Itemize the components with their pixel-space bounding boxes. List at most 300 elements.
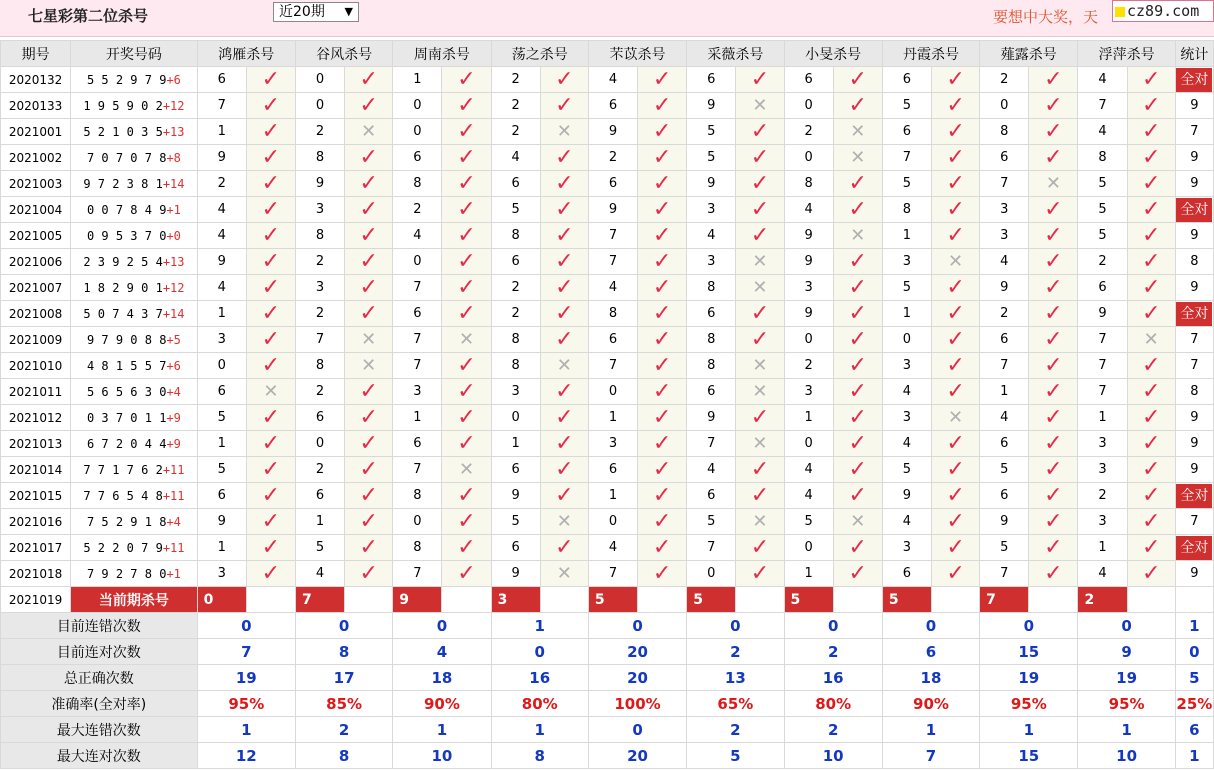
check-icon: ✓	[359, 456, 378, 482]
period-cell: 2021012	[1, 405, 71, 431]
summary-value: 5	[687, 743, 784, 769]
period-range-value: 近20期	[279, 4, 325, 20]
result-cell	[638, 431, 687, 457]
result-cell	[540, 197, 588, 223]
kill-value: 0	[491, 405, 540, 431]
check-icon: ✓	[555, 196, 574, 222]
result-cell	[345, 249, 393, 275]
draw-sum: +9	[166, 410, 181, 425]
result-cell	[833, 509, 882, 535]
result-cell	[931, 327, 979, 353]
all-correct-badge: 全对	[1176, 484, 1212, 508]
result-cell	[833, 301, 882, 327]
kill-value: 0	[295, 93, 344, 119]
top-bar	[0, 0, 1214, 37]
result-cell	[833, 483, 882, 509]
result-cell	[931, 379, 979, 405]
header-period: 期号	[1, 41, 71, 67]
result-cell	[540, 119, 588, 145]
summary-value: 20	[588, 639, 686, 665]
check-icon: ✓	[848, 534, 867, 560]
period-cell: 2021008	[1, 301, 71, 327]
draw-cell	[71, 249, 197, 275]
check-icon: ✓	[555, 404, 574, 430]
result-cell	[736, 327, 784, 353]
kill-value: 0	[687, 561, 736, 587]
kill-value: 1	[197, 301, 246, 327]
draw-digits: 1 8 2 9 0 1	[83, 280, 163, 295]
check-icon: ✓	[457, 300, 476, 326]
result-cell	[1029, 301, 1078, 327]
result-cell	[638, 561, 687, 587]
result-cell	[931, 561, 979, 587]
summary-value: 10	[784, 743, 882, 769]
summary-value: 2	[784, 717, 882, 743]
cross-icon: ✕	[752, 510, 768, 532]
summary-value: 7	[197, 639, 295, 665]
kill-value: 2	[588, 145, 637, 171]
check-icon: ✓	[555, 92, 574, 118]
result-cell	[931, 197, 979, 223]
summary-stat: 25%	[1175, 691, 1213, 717]
summary-row	[1, 717, 1214, 743]
table-header-row	[1, 41, 1214, 67]
kill-value: 3	[197, 327, 246, 353]
kill-value: 9	[197, 249, 246, 275]
result-cell	[1029, 145, 1078, 171]
summary-value: 100%	[588, 691, 686, 717]
draw-sum: +12	[162, 280, 185, 295]
kill-value: 3	[393, 379, 442, 405]
kill-value: 6	[491, 171, 540, 197]
summary-row	[1, 613, 1214, 639]
kill-value: 4	[197, 275, 246, 301]
cross-icon: ✕	[752, 432, 768, 454]
check-icon: ✓	[652, 378, 672, 404]
kill-value: 3	[295, 275, 344, 301]
result-cell	[345, 327, 393, 353]
result-cell	[638, 405, 687, 431]
result-cell	[345, 93, 393, 119]
stat-cell	[1175, 223, 1213, 249]
draw-cell	[71, 509, 197, 535]
result-cell	[833, 93, 882, 119]
summary-value: 0	[882, 613, 979, 639]
check-icon: ✓	[457, 274, 476, 300]
kill-value: 0	[295, 431, 344, 457]
summary-value: 2	[295, 717, 392, 743]
result-cell	[1127, 301, 1175, 327]
check-icon: ✓	[946, 92, 965, 118]
kill-value: 7	[393, 561, 442, 587]
kill-value: 5	[882, 93, 931, 119]
result-cell	[1029, 223, 1078, 249]
check-icon: ✓	[750, 534, 770, 560]
kill-value: 0	[882, 327, 931, 353]
check-icon: ✓	[848, 92, 867, 118]
kill-value: 3	[687, 197, 736, 223]
check-icon: ✓	[359, 170, 378, 196]
summary-value: 20	[588, 665, 686, 691]
kill-value: 6	[393, 301, 442, 327]
result-cell	[931, 301, 979, 327]
result-cell	[1029, 405, 1078, 431]
kill-value: 5	[980, 457, 1029, 483]
kill-value: 4	[197, 223, 246, 249]
kill-value: 7	[393, 275, 442, 301]
check-icon: ✓	[1044, 196, 1063, 222]
kill-value: 9	[980, 509, 1029, 535]
kill-value: 6	[295, 483, 344, 509]
summary-value: 1	[197, 717, 295, 743]
kill-value: 8	[491, 353, 540, 379]
draw-sum: +14	[162, 176, 185, 191]
current-kill-label: 当前期杀号	[71, 587, 197, 613]
cross-icon: ✕	[850, 146, 866, 168]
result-cell	[638, 379, 687, 405]
summary-value: 80%	[491, 691, 588, 717]
current-kill-value: 5	[687, 587, 736, 613]
check-icon: ✓	[555, 378, 574, 404]
stat-count: 8	[1190, 254, 1199, 269]
check-icon: ✓	[652, 222, 672, 248]
kill-value: 3	[588, 431, 637, 457]
result-cell	[638, 145, 687, 171]
check-icon: ✓	[652, 534, 672, 560]
kill-value: 3	[1078, 431, 1127, 457]
kill-value: 7	[980, 561, 1029, 587]
check-icon: ✓	[261, 300, 281, 326]
check-icon: ✓	[457, 352, 476, 378]
period-cell: 2021009	[1, 327, 71, 353]
summary-value: 80%	[784, 691, 882, 717]
check-icon: ✓	[1141, 274, 1161, 300]
result-cell	[345, 171, 393, 197]
result-cell	[833, 561, 882, 587]
cross-icon: ✕	[458, 328, 475, 350]
check-icon: ✓	[1141, 430, 1161, 456]
kill-value: 3	[197, 561, 246, 587]
draw-digits: 1 9 5 9 0 2	[83, 98, 163, 113]
result-cell	[638, 275, 687, 301]
check-icon: ✓	[359, 66, 378, 92]
cross-icon: ✕	[752, 276, 768, 298]
check-icon: ✓	[1044, 378, 1063, 404]
result-cell	[345, 119, 393, 145]
draw-cell	[71, 93, 197, 119]
result-cell	[246, 509, 295, 535]
kill-value: 7	[1078, 327, 1127, 353]
check-icon: ✓	[555, 144, 574, 170]
kill-value: 2	[393, 197, 442, 223]
result-cell	[736, 301, 784, 327]
result-cell	[540, 509, 588, 535]
draw-sum: +5	[166, 332, 181, 347]
cross-icon: ✕	[850, 510, 866, 532]
draw-cell	[71, 405, 197, 431]
current-kill-value: 2	[1078, 587, 1127, 613]
result-cell	[246, 223, 295, 249]
table-row	[1, 145, 1214, 171]
stat-cell	[1175, 67, 1213, 93]
result-cell	[1127, 93, 1175, 119]
header-killer: 采薇杀号	[687, 41, 784, 67]
check-icon: ✓	[946, 482, 965, 508]
kill-value: 3	[882, 535, 931, 561]
kill-value: 9	[687, 171, 736, 197]
result-cell	[345, 197, 393, 223]
result-cell	[931, 249, 979, 275]
summary-value: 2	[687, 717, 784, 743]
result-cell	[1127, 171, 1175, 197]
current-empty-cell	[638, 587, 687, 613]
result-cell	[736, 405, 784, 431]
kill-value: 6	[588, 457, 637, 483]
table-row	[1, 353, 1214, 379]
kill-value: 6	[491, 535, 540, 561]
kill-value: 3	[295, 197, 344, 223]
header-killer: 周南杀号	[393, 41, 491, 67]
kill-value: 7	[980, 171, 1029, 197]
result-cell	[1029, 327, 1078, 353]
stat-count: 7	[1190, 332, 1199, 347]
check-icon: ✓	[359, 274, 378, 300]
check-icon: ✓	[261, 170, 281, 196]
check-icon: ✓	[848, 404, 867, 430]
check-icon: ✓	[1044, 482, 1063, 508]
result-cell	[931, 223, 979, 249]
summary-stat: 0	[1175, 639, 1213, 665]
check-icon: ✓	[1141, 482, 1161, 508]
draw-digits: 5 0 7 4 3 7	[83, 306, 163, 321]
check-icon: ✓	[652, 404, 672, 430]
kill-value: 2	[295, 249, 344, 275]
current-kill-value: 0	[197, 587, 246, 613]
period-cell: 2021006	[1, 249, 71, 275]
kill-value: 2	[784, 353, 833, 379]
result-cell	[1029, 535, 1078, 561]
kill-value: 4	[784, 197, 833, 223]
kill-value: 2	[491, 275, 540, 301]
summary-value: 95%	[197, 691, 295, 717]
result-cell	[1029, 509, 1078, 535]
result-cell	[1029, 249, 1078, 275]
summary-value: 10	[1078, 743, 1175, 769]
stat-cell	[1175, 353, 1213, 379]
site-brand-link[interactable]	[1112, 0, 1214, 22]
draw-cell	[71, 197, 197, 223]
result-cell	[540, 145, 588, 171]
check-icon: ✓	[946, 352, 965, 378]
draw-sum: +6	[166, 358, 181, 373]
result-cell	[540, 93, 588, 119]
header-killer: 荡之杀号	[491, 41, 588, 67]
draw-sum: +11	[162, 488, 185, 503]
kill-value: 4	[687, 223, 736, 249]
check-icon: ✓	[750, 300, 770, 326]
check-icon: ✓	[1044, 300, 1063, 326]
kill-value: 9	[980, 275, 1029, 301]
check-icon: ✓	[848, 560, 867, 586]
summary-value: 17	[295, 665, 392, 691]
kill-value: 8	[491, 223, 540, 249]
draw-digits: 7 7 1 7 6 2	[83, 462, 163, 477]
kill-value: 6	[393, 431, 442, 457]
check-icon: ✓	[555, 430, 574, 456]
summary-label: 最大连错次数	[1, 717, 198, 743]
result-cell	[638, 197, 687, 223]
promo-text[interactable]: 要想中大奖，天	[993, 8, 1099, 26]
result-cell	[931, 119, 979, 145]
kill-value: 6	[588, 327, 637, 353]
summary-stat: 6	[1175, 717, 1213, 743]
kill-value: 8	[393, 171, 442, 197]
kill-value: 6	[491, 457, 540, 483]
check-icon: ✓	[457, 534, 476, 560]
check-icon: ✓	[359, 482, 378, 508]
draw-cell	[71, 301, 197, 327]
check-icon: ✓	[1044, 144, 1063, 170]
kill-value: 3	[784, 275, 833, 301]
kill-value: 2	[491, 119, 540, 145]
summary-value: 20	[588, 743, 686, 769]
result-cell	[1127, 249, 1175, 275]
check-icon: ✓	[946, 118, 965, 144]
kill-value: 1	[197, 431, 246, 457]
current-period-row	[1, 587, 1214, 613]
table-row	[1, 405, 1214, 431]
result-cell	[442, 561, 491, 587]
draw-digits: 5 6 5 6 3 0	[86, 384, 167, 399]
result-cell	[931, 93, 979, 119]
summary-value: 18	[882, 665, 979, 691]
result-cell	[736, 457, 784, 483]
kill-value: 4	[1078, 561, 1127, 587]
kill-value: 0	[784, 145, 833, 171]
check-icon: ✓	[457, 118, 476, 144]
kill-value: 2	[197, 171, 246, 197]
summary-value: 1	[882, 717, 979, 743]
summary-value: 0	[197, 613, 295, 639]
table-row	[1, 67, 1214, 93]
check-icon: ✓	[555, 534, 574, 560]
result-cell	[736, 535, 784, 561]
check-icon: ✓	[652, 300, 672, 326]
kill-value: 8	[588, 301, 637, 327]
kill-value: 5	[687, 119, 736, 145]
draw-sum: +4	[166, 514, 181, 529]
summary-value: 85%	[295, 691, 392, 717]
check-icon: ✓	[1044, 352, 1063, 378]
draw-sum: +13	[162, 124, 185, 139]
kill-value: 2	[295, 457, 344, 483]
stat-count: 9	[1190, 462, 1199, 477]
check-icon: ✓	[261, 196, 281, 222]
result-cell	[246, 275, 295, 301]
check-icon: ✓	[555, 274, 574, 300]
summary-value: 19	[1078, 665, 1175, 691]
check-icon: ✓	[946, 326, 965, 352]
result-cell	[246, 431, 295, 457]
result-cell	[442, 535, 491, 561]
draw-cell	[71, 145, 197, 171]
check-icon: ✓	[750, 196, 770, 222]
kill-value: 4	[393, 223, 442, 249]
summary-stat: 1	[1175, 613, 1213, 639]
current-empty-cell	[1029, 587, 1078, 613]
cross-icon: ✕	[752, 250, 768, 272]
check-icon: ✓	[1141, 118, 1161, 144]
check-icon: ✓	[652, 92, 672, 118]
result-cell	[833, 405, 882, 431]
kill-value: 0	[197, 353, 246, 379]
table-row	[1, 119, 1214, 145]
result-cell	[540, 457, 588, 483]
table-row	[1, 171, 1214, 197]
result-cell	[345, 509, 393, 535]
kill-value: 4	[882, 509, 931, 535]
draw-cell	[71, 535, 197, 561]
summary-value: 1	[491, 613, 588, 639]
result-cell	[540, 535, 588, 561]
kill-value: 1	[588, 405, 637, 431]
kill-value: 4	[588, 67, 637, 93]
result-cell	[638, 353, 687, 379]
brand-text: cz89.com	[1127, 2, 1200, 20]
check-icon: ✓	[359, 534, 378, 560]
draw-sum: +14	[162, 306, 185, 321]
summary-value: 95%	[980, 691, 1078, 717]
draw-cell	[71, 327, 197, 353]
kill-value: 0	[393, 119, 442, 145]
result-cell	[833, 457, 882, 483]
summary-value: 65%	[687, 691, 784, 717]
summary-value: 0	[980, 613, 1078, 639]
kill-value: 6	[491, 249, 540, 275]
summary-value: 6	[882, 639, 979, 665]
check-icon: ✓	[652, 248, 672, 274]
cross-icon: ✕	[556, 510, 572, 532]
header-killer: 浮萍杀号	[1078, 41, 1175, 67]
period-cell: 2021017	[1, 535, 71, 561]
result-cell	[833, 327, 882, 353]
kill-value: 6	[882, 561, 931, 587]
check-icon: ✓	[555, 482, 574, 508]
summary-row	[1, 691, 1214, 717]
check-icon: ✓	[261, 430, 281, 456]
draw-cell	[71, 431, 197, 457]
summary-value: 16	[784, 665, 882, 691]
check-icon: ✓	[1044, 430, 1063, 456]
check-icon: ✓	[848, 274, 867, 300]
draw-cell	[71, 275, 197, 301]
check-icon: ✓	[750, 482, 770, 508]
kill-value: 9	[687, 405, 736, 431]
summary-label: 目前连对次数	[1, 639, 198, 665]
draw-sum: +13	[162, 254, 185, 269]
table-row	[1, 301, 1214, 327]
result-cell	[540, 353, 588, 379]
cross-icon: ✕	[850, 120, 866, 142]
result-cell	[931, 457, 979, 483]
period-range-select[interactable]	[273, 2, 359, 22]
result-cell	[1029, 171, 1078, 197]
check-icon: ✓	[457, 170, 476, 196]
current-kill-value: 7	[980, 587, 1029, 613]
result-cell	[736, 353, 784, 379]
check-icon: ✓	[848, 170, 867, 196]
check-icon: ✓	[555, 300, 574, 326]
